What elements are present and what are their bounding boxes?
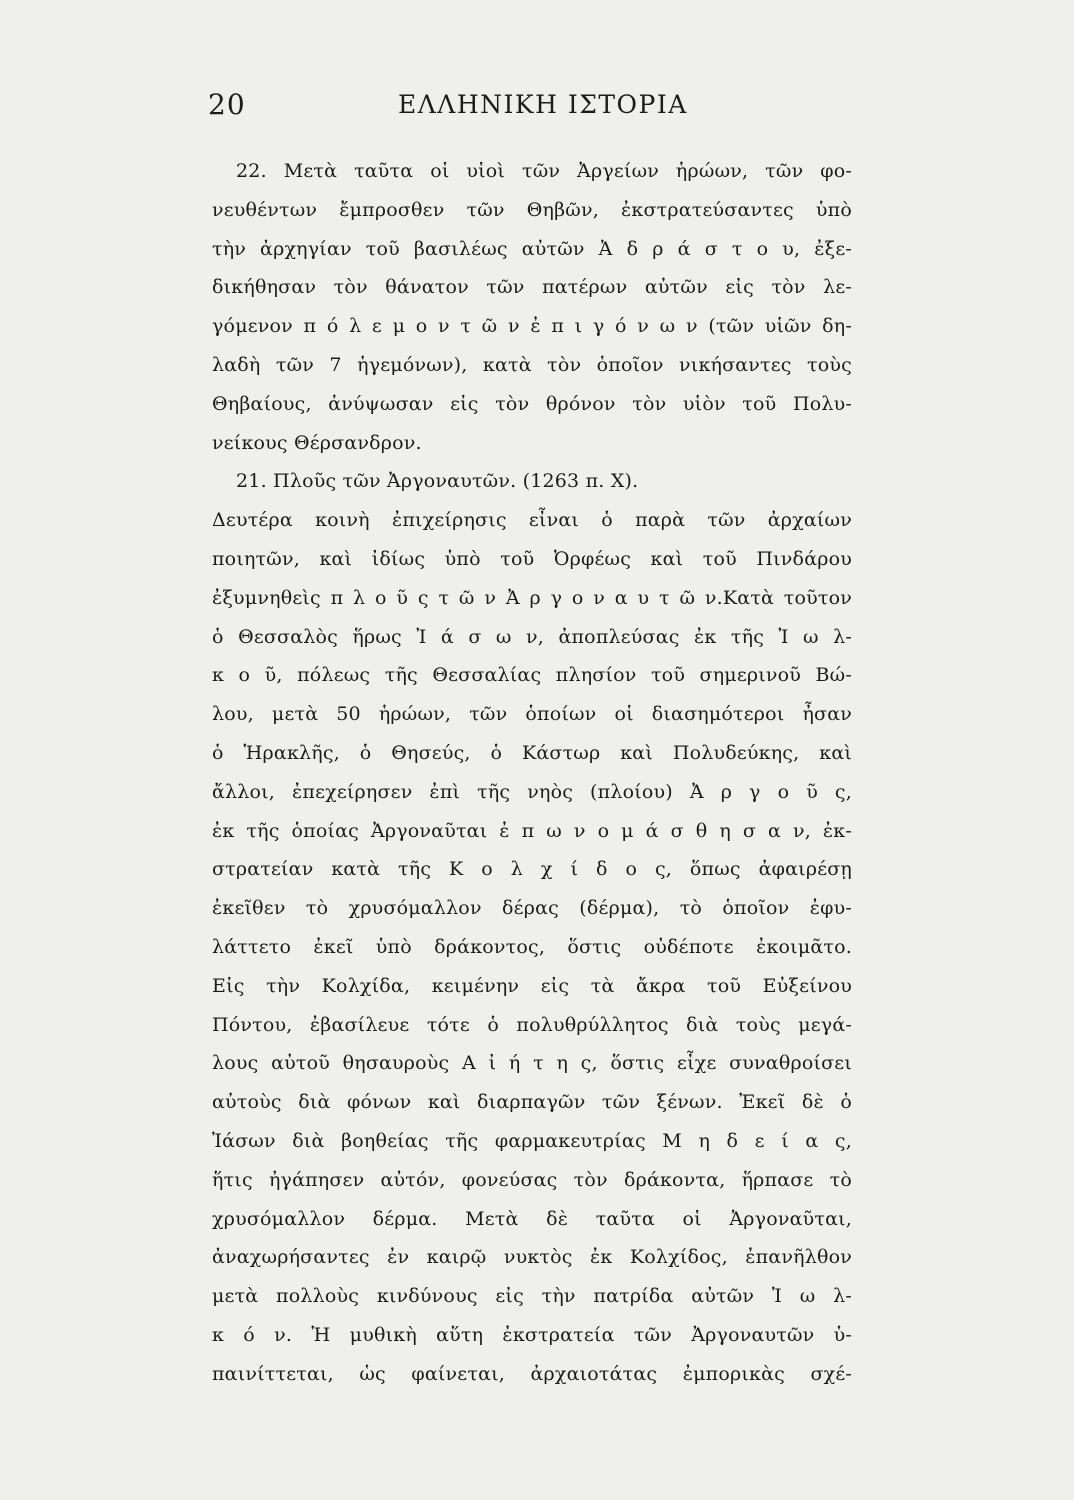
text-line: ποιητῶν, καὶ ἰδίως ὑπὸ τοῦ Ὀρφέως καὶ τοῦ Πινδάρου	[212, 547, 852, 570]
text-line: ἀναχωρήσαντες ἐν καιρῷ νυκτὸς ἐκ Κολχίδος, ἐπανῆλθον	[212, 1246, 852, 1269]
text-line: γόμενον π ό λ ε μ ο ν τ ῶ ν ἐ π ι γ ό ν ω ν (τῶν υἱῶν δη-	[212, 315, 852, 338]
page-number: 20	[208, 88, 246, 121]
text-line: Ἰάσων διὰ βοηθείας τῆς φαρμακευτρίας Μ η δ ε ί α ς,	[212, 1129, 852, 1152]
text-line: ἥτις ἠγάπησεν αὐτόν, φονεύσας τὸν δράκοντα, ἥρπασε τὸ	[212, 1168, 852, 1191]
text-line: τὴν ἀρχηγίαν τοῦ βασιλέως αὐτῶν Ἀ δ ρ ά σ τ ο υ, ἐξε-	[212, 237, 852, 260]
text-line: λου, μετὰ 50 ἡρώων, τῶν ὁποίων οἱ διασημότεροι ἦσαν	[212, 703, 852, 726]
text-line: παινίττεται, ὡς φαίνεται, ἀρχαιοτάτας ἐμπορικὰς σχέ-	[212, 1362, 852, 1385]
text-line: ὁ Ἡρακλῆς, ὁ Θησεύς, ὁ Κάστωρ καὶ Πολυδεύκης, καὶ	[212, 741, 852, 764]
text-line: στρατείαν κατὰ τῆς Κ ο λ χ ί δ ο ς, ὅπως ἀφαιρέσῃ	[212, 858, 852, 881]
text-line: Πόντου, ἐβασίλευε τότε ὁ πολυθρύλλητος διὰ τοὺς μεγά-	[212, 1013, 852, 1036]
text-line: ἐκ τῆς ὁποίας Ἀργοναῦται ἐ π ω ν ο μ ά σ θ η σ α ν, ἐκ-	[212, 819, 852, 842]
page-header	[208, 88, 868, 128]
text-line: Εἰς τὴν Κολχίδα, κειμένην εἰς τὰ ἄκρα τοῦ Εὐξείνου	[212, 974, 852, 997]
text-line: Θηβαίους, ἀνύψωσαν εἰς τὸν θρόνον τὸν υἱὸν τοῦ Πολυ-	[212, 392, 852, 415]
text-line: ἐκεῖθεν τὸ χρυσόμαλλον δέρας (δέρμα), τὸ ὁποῖον ἐφυ-	[212, 897, 852, 920]
text-line: αὐτοὺς διὰ φόνων καὶ διαρπαγῶν τῶν ξένων. Ἐκεῖ δὲ ὁ	[212, 1091, 852, 1114]
text-line: λάττετο ἐκεῖ ὑπὸ δράκοντος, ὅστις οὐδέποτε ἐκοιμᾶτο.	[212, 935, 852, 958]
running-head: ΕΛΛΗΝΙΚΗ ΙΣΤΟΡΙΑ	[398, 90, 688, 119]
text-line: λους αὐτοῦ θησαυροὺς Α ἰ ή τ η ς, ὅστις εἶχε συναθροίσει	[212, 1052, 852, 1075]
text-line: 22. Μετὰ ταῦτα οἱ υἱοὶ τῶν Ἀργείων ἡρώων, τῶν φο-	[236, 160, 852, 182]
text-line: δικήθησαν τὸν θάνατον τῶν πατέρων αὐτῶν εἰς τὸν λε-	[212, 276, 852, 299]
section-heading: 21. Πλοῦς τῶν Ἀργοναυτῶν. (1263 π. Χ).	[236, 470, 639, 493]
text-line: λαδὴ τῶν 7 ἡγεμόνων), κατὰ τὸν ὁποῖον νικήσαντες τοὺς	[212, 353, 852, 376]
text-line: νείκους Θέρσανδρον.	[212, 431, 422, 454]
text-line: χρυσόμαλλον δέρμα. Μετὰ δὲ ταῦτα οἱ Ἀργοναῦται,	[212, 1207, 852, 1230]
text-line: ἄλλοι, ἐπεχείρησεν ἐπὶ τῆς νηὸς (πλοίου) Ἀ ρ γ ο ῦ ς,	[212, 780, 852, 803]
text-line: Δευτέρα κοινὴ ἐπιχείρησις εἶναι ὁ παρὰ τῶν ἀρχαίων	[212, 509, 852, 532]
body-text	[212, 152, 852, 1394]
text-line: μετὰ πολλοὺς κινδύνους εἰς τὴν πατρίδα αὐτῶν Ἰ ω λ-	[212, 1285, 852, 1308]
text-line: ἐξυμνηθεὶς π λ ο ῦ ς τ ῶ ν Ἀ ρ γ ο ν α υ τ ῶ ν.Κατὰ τοῦτον	[212, 586, 852, 609]
text-line: νευθέντων ἔμπροσθεν τῶν Θηβῶν, ἐκστρατεύσαντες ὑπὸ	[212, 198, 852, 221]
text-line: ὁ Θεσσαλὸς ἥρως Ἰ ά σ ω ν, ἀποπλεύσας ἐκ τῆς Ἰ ω λ-	[212, 625, 852, 648]
text-line: κ ό ν. Ἡ μυθικὴ αὕτη ἐκστρατεία τῶν Ἀργοναυτῶν ὑ-	[212, 1323, 852, 1346]
text-line: κ ο ῦ, πόλεως τῆς Θεσσαλίας πλησίον τοῦ σημερινοῦ Βώ-	[212, 664, 852, 687]
